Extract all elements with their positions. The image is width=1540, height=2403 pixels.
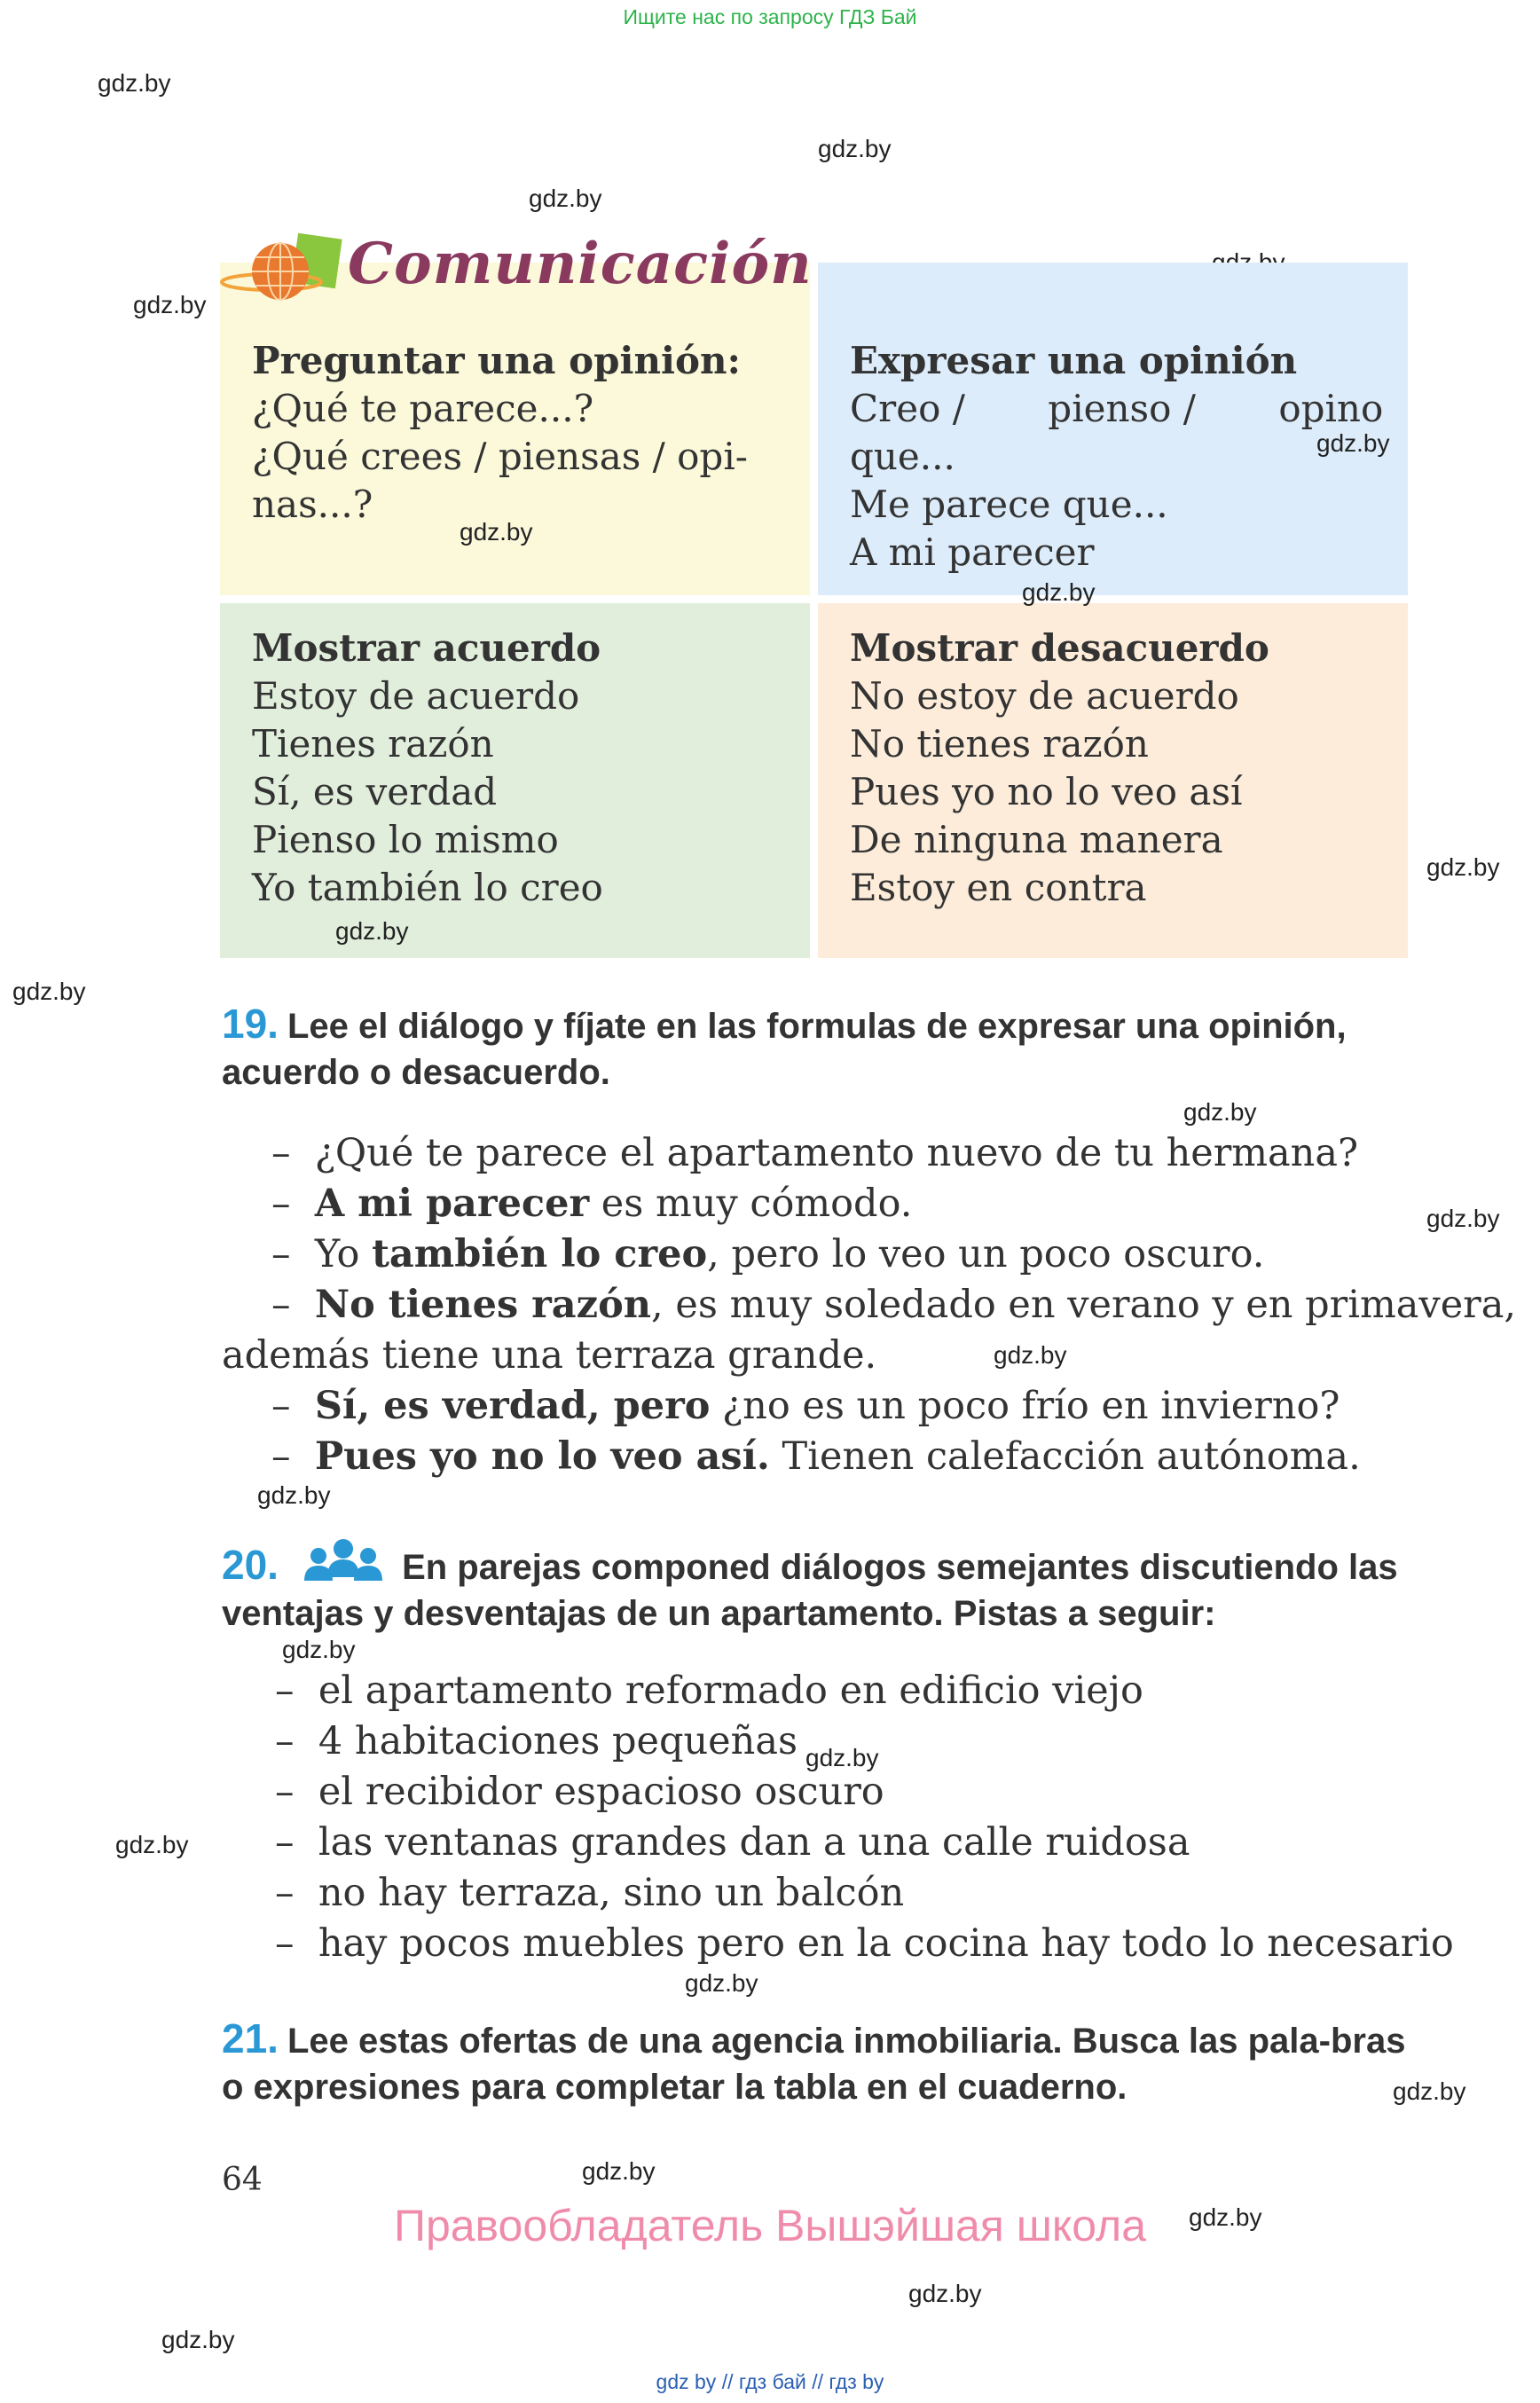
express-line: A mi parecer — [850, 530, 1095, 574]
clue-item: – 4 habitaciones pequeñas — [275, 1719, 798, 1763]
agree-line: Tienes razón — [252, 722, 494, 766]
express-opinion-title: Expresar una opinión — [850, 339, 1298, 382]
clue-item: – las ventanas grandes dan a una calle ruidosa — [275, 1820, 1190, 1865]
agree-line: Yo también lo creo — [252, 866, 603, 909]
agree-cell — [220, 603, 810, 958]
watermark: gdz.by — [12, 978, 86, 1005]
watermark: gdz.by — [161, 2326, 235, 2353]
disagree-line: Pues yo no lo veo así — [850, 770, 1243, 813]
dialogue-line: – No tienes razón, es muy soledado en verano y en primavera, — [271, 1283, 1517, 1327]
watermark: gdz.by — [460, 518, 533, 546]
watermark: gdz.by — [335, 917, 409, 945]
clue-item: – el apartamento reformado en edificio viejo — [275, 1669, 1143, 1713]
express-line: Creo / pienso / opino — [850, 387, 1384, 430]
exercise-number: 20. — [222, 1542, 279, 1588]
exercise-instruction: Lee el diálogo y fíjate en las formulas de expresar una opinión, acuerdo o desacuerdo. — [222, 1007, 1347, 1092]
top-banner[interactable]: Ищите нас по запросу ГДЗ Бай — [623, 5, 917, 28]
agree-title: Mostrar acuerdo — [252, 626, 601, 670]
agree-line: Estoy de acuerdo — [252, 674, 580, 718]
watermark: gdz.by — [1426, 1205, 1500, 1232]
clue-item: – no hay terraza, sino un balcón — [275, 1871, 905, 1915]
watermark: gdz.by — [908, 2280, 982, 2307]
ask-line: ¿Qué crees / piensas / opi- — [252, 435, 748, 478]
ask-line: ¿Qué te parece...? — [252, 387, 594, 430]
exercise-number: 21. — [222, 2015, 279, 2061]
agree-line: Sí, es verdad — [252, 770, 498, 813]
watermark: gdz.by — [98, 69, 171, 97]
clue-item: – el recibidor espacioso oscuro — [275, 1770, 884, 1814]
express-line: Me parece que... — [850, 483, 1168, 526]
watermark: gdz.by — [115, 1831, 189, 1858]
dialogue-line: – Sí, es verdad, pero ¿no es un poco frío en invierno? — [271, 1384, 1340, 1428]
disagree-line: Estoy en contra — [850, 866, 1147, 909]
watermark: gdz.by — [1189, 2203, 1262, 2231]
exercise-number: 19. — [222, 1001, 279, 1047]
express-line: que... — [850, 435, 955, 478]
watermark: gdz.by — [1022, 578, 1096, 606]
disagree-title: Mostrar desacuerdo — [850, 626, 1269, 670]
dialogue-line: – ¿Qué te parece el apartamento nuevo de tu hermana? — [271, 1131, 1359, 1175]
globe-icon — [218, 229, 351, 318]
copyright-notice: Правообладатель Вышэйшая школа — [394, 2201, 1146, 2250]
watermark: gdz.by — [1393, 2077, 1466, 2105]
pair-work-icon — [297, 1538, 389, 1582]
exercise-instruction: Lee estas ofertas de una agencia inmobiliaria. Busca las pala-bras o expresiones para completar la tabla en el cuaderno. — [222, 2022, 1406, 2107]
section-logo — [218, 229, 813, 318]
watermark: gdz.by — [1316, 429, 1390, 457]
dialogue-line: además tiene una terraza grande. — [222, 1333, 877, 1378]
agree-line: Pienso lo mismo — [252, 818, 559, 861]
dialogue-line: – Yo también lo creo, pero lo veo un poco oscuro. — [271, 1232, 1265, 1276]
watermark: gdz.by — [1183, 1098, 1257, 1126]
disagree-line: No tienes razón — [850, 722, 1149, 766]
exercise-instruction: En parejas componed diálogos semejantes discutiendo las ventajas y desventajas de un apartamento. Pistas a seguir: — [222, 1548, 1398, 1633]
watermark: gdz.by — [994, 1341, 1067, 1369]
ask-line: nas...? — [252, 483, 373, 526]
exercise-20-heading — [222, 1538, 1410, 1637]
watermark: gdz.by — [282, 1636, 356, 1663]
watermark: gdz.by — [257, 1481, 331, 1509]
watermark: gdz.by — [133, 291, 207, 318]
exercise-19-heading — [222, 1001, 1410, 1095]
page-number: 64 — [222, 2162, 263, 2198]
disagree-cell — [818, 603, 1408, 958]
clue-item: – hay pocos muebles pero en la cocina hay todo lo necesario — [275, 1921, 1454, 1966]
disagree-line: No estoy de acuerdo — [850, 674, 1239, 718]
disagree-line: De ninguna manera — [850, 818, 1223, 861]
exercise-21-heading — [222, 2015, 1410, 2110]
watermark: gdz.by — [582, 2157, 656, 2185]
ask-opinion-title: Preguntar una opinión: — [252, 339, 742, 382]
watermark: gdz.by — [685, 1969, 758, 1997]
watermark: gdz.by — [529, 185, 602, 212]
dialogue-line: – A mi parecer es muy cómodo. — [271, 1182, 913, 1226]
dialogue-line: – Pues yo no lo veo así. Tienen calefacción autónoma. — [271, 1434, 1361, 1479]
section-title: Comunicación — [348, 231, 813, 297]
watermark: gdz.by — [805, 1744, 879, 1771]
watermark: gdz.by — [1426, 853, 1500, 881]
bottom-banner[interactable]: gdz by // гдз бай // гдз by — [656, 2370, 884, 2393]
watermark: gdz.by — [818, 135, 892, 162]
